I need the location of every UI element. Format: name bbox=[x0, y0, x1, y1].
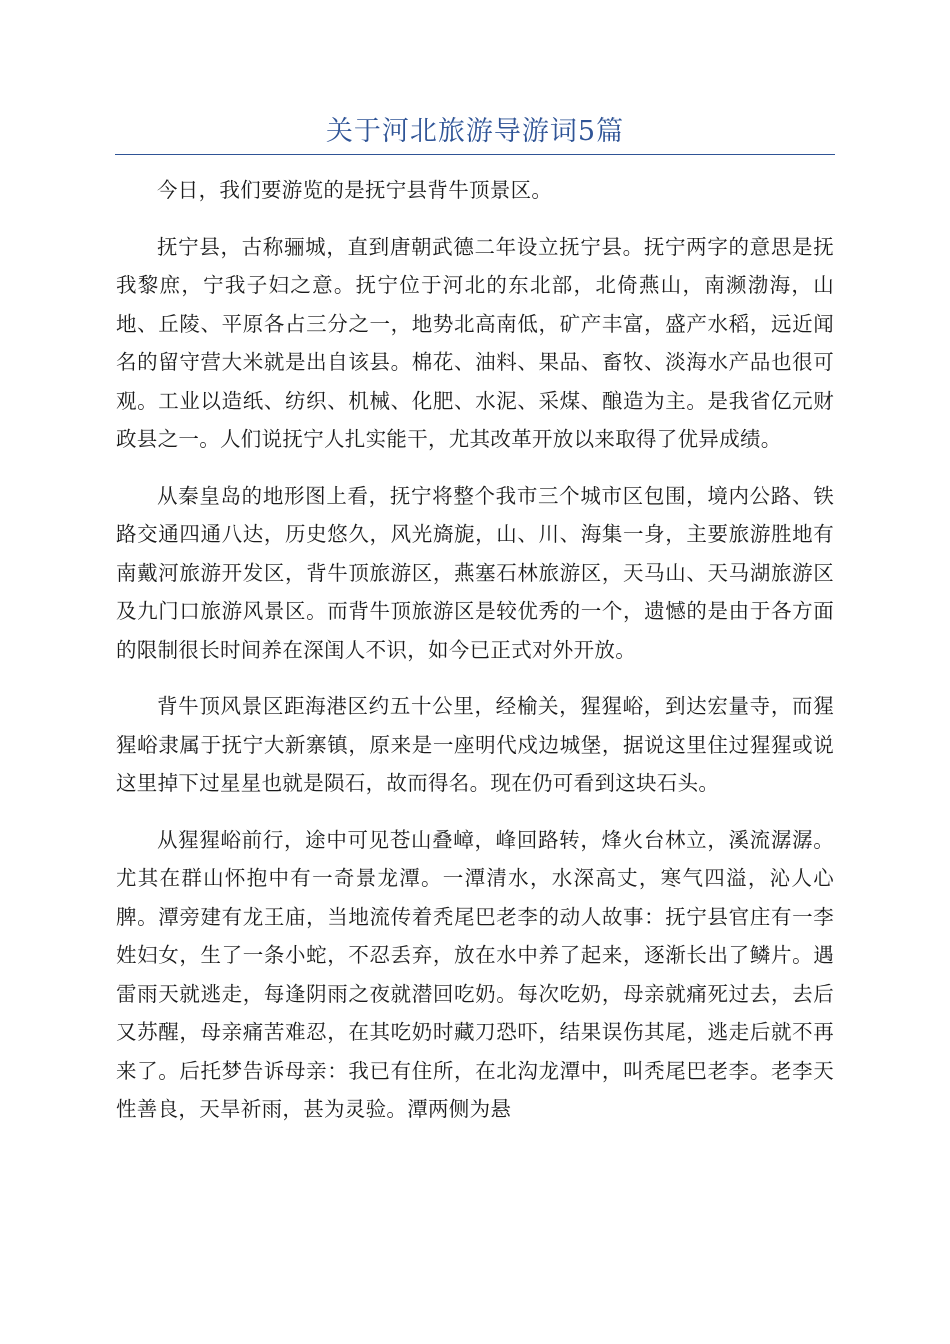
paragraph-4: 背牛顶风景区距海港区约五十公里，经榆关，猩猩峪，到达宏量寺，而猩猩峪隶属于抚宁大新寨镇，原来是一座明代戍边城堡，据说这里住过猩猩或说这里掉下过星星也就是陨石，故而得名。现在仍可看到这块石头。 bbox=[116, 694, 834, 795]
paragraph-2: 抚宁县，古称骊城，直到唐朝武德二年设立抚宁县。抚宁两字的意思是抚我黎庶，宁我子妇之意。抚宁位于河北的东北部，北倚燕山，南濒渤海，山地、丘陵、平原各占三分之一，地势北高南低，矿产丰富，盛产水稻，远近闻名的留守营大米就是出自该县。棉花、油料、果品、畜牧、淡海水产品也很可观。工业以造纸、纺织、机械、化肥、水泥、采煤、酿造为主。是我省亿元财政县之一。人们说抚宁人扎实能干，尤其改革开放以来取得了优异成绩。 bbox=[116, 234, 834, 451]
paragraph-3: 从秦皇岛的地形图上看，抚宁将整个我市三个城市区包围，境内公路、铁路交通四通八达，历史悠久，风光旖旎，山、川、海集一身，主要旅游胜地有南戴河旅游开发区，背牛顶旅游区，燕塞石林旅游区，天马山、天马湖旅游区及九门口旅游风景区。而背牛顶旅游区是较优秀的一个，遗憾的是由于各方面的限制很长时间养在深闺人不识，如今已正式对外开放。 bbox=[116, 483, 834, 662]
title-underline bbox=[115, 154, 835, 155]
document-title: 关于河北旅游导游词5篇 bbox=[325, 116, 625, 147]
paragraph-1: 今日，我们要游览的是抚宁县背牛顶景区。 bbox=[157, 178, 553, 202]
document-body bbox=[116, 171, 834, 1147]
paragraph-5: 从猩猩峪前行，途中可见苍山叠嶂，峰回路转，烽火台林立，溪流潺潺。尤其在群山怀抱中有一奇景龙潭。一潭清水，水深高丈，寒气四溢，沁人心脾。潭旁建有龙王庙，当地流传着秃尾巴老李的动人故事：抚宁县官庄有一李姓妇女，生了一条小蛇，不忍丢弃，放在水中养了起来，逐渐长出了鳞片。遇雷雨天就逃走，每逢阴雨之夜就潜回吃奶。每次吃奶，母亲就痛死过去，去后又苏醒，母亲痛苦难忍，在其吃奶时藏刀恐吓，结果误伤其尾，逃走后就不再来了。后托梦告诉母亲：我已有住所，在北沟龙潭中，叫秃尾巴老李。老李天性善良，天旱祈雨，甚为灵验。潭两侧为悬 bbox=[116, 827, 834, 1121]
